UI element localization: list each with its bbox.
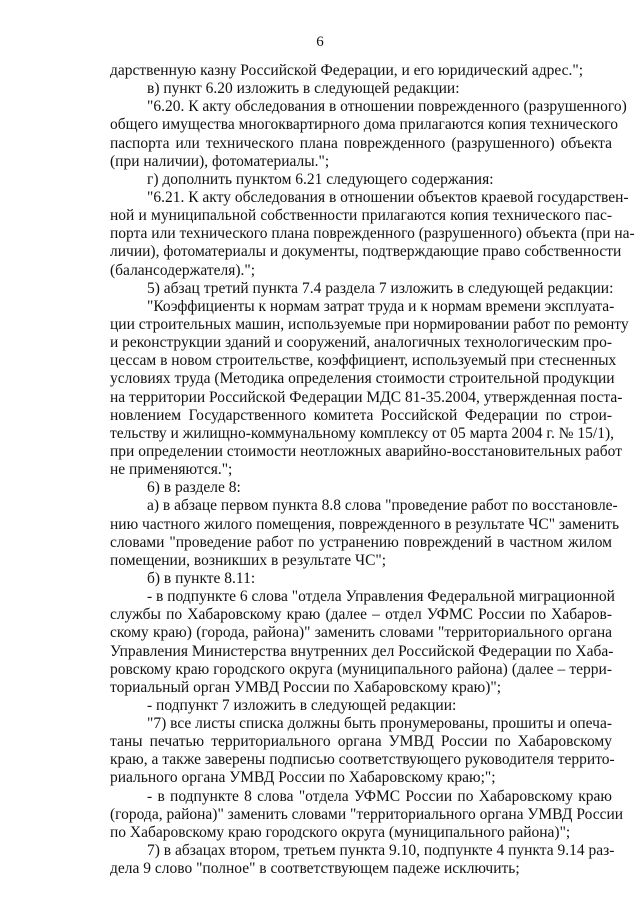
text-line: порта или технического плана поврежденного (разрушенного) объекта (при на-: [110, 225, 635, 243]
text-line: краю, а также заверены подписью соответствующего руководителя террито-: [110, 751, 615, 769]
text-line: таны печатью территориального органа УМВД России по Хабаровскому: [110, 733, 612, 751]
text-line: 7) в абзацах втором, третьем пункта 9.10, подпункте 4 пункта 9.14 раз-: [147, 842, 615, 860]
text-line: и реконструкции зданий и сооружений, аналогичных технологическим про-: [110, 334, 613, 352]
text-line: помещении, возникших в результате ЧС";: [110, 551, 387, 569]
text-line: а) в абзаце первом пункта 8.8 слова "проведение работ по восстановле-: [147, 497, 618, 515]
text-line: на территории Российской Федерации МДС 81-35.2004, утвержденная поста-: [110, 388, 623, 406]
text-line: - в подпункте 6 слова "отдела Управления Федеральной миграционной: [147, 588, 615, 606]
text-line: общего имущества многоквартирного дома прилагаются копия технического: [110, 116, 618, 134]
text-line: личии), фотоматериалы и документы, подтверждающие право собственности: [110, 243, 622, 261]
text-line: в) пункт 6.20 изложить в следующей редакции:: [147, 80, 460, 98]
text-line: по Хабаровскому краю городского округа (муниципального района)";: [110, 823, 571, 841]
text-line: Управления Министерства внутренних дел Российской Федерации по Хаба-: [110, 642, 614, 660]
text-line: условиях труда (Методика определения стоимости строительной продукции: [110, 370, 615, 388]
text-line: ции строительных машин, используемые при нормировании работ по ремонту: [110, 315, 629, 333]
text-line: паспорта или технического плана поврежденного (разрушенного) объекта: [110, 134, 612, 152]
text-line: (при наличии), фотоматериалы.";: [110, 152, 330, 170]
text-line: тельству и жилищно-коммунальному комплексу от 05 марта 2004 г. № 15/1),: [110, 424, 614, 442]
text-line: "Коэффициенты к нормам затрат труда и к нормам времени эксплуата-: [147, 297, 615, 315]
text-line: "6.21. К акту обследования в отношении объектов краевой государствен-: [147, 188, 629, 206]
text-line: (города, района)" заменить словами "территориального органа УМВД России: [110, 805, 624, 823]
text-line: нию частного жилого помещения, поврежденного в результате ЧС" заменить: [110, 515, 620, 533]
text-line: - в подпункте 8 слова "отдела УФМС России по Хабаровскому краю: [147, 787, 612, 805]
text-line: ториальный орган УМВД России по Хабаровскому краю)";: [110, 678, 502, 696]
page-number: 6: [316, 34, 324, 50]
text-line: службы по Хабаровскому краю (далее – отдел УФМС России по Хабаров-: [110, 606, 612, 624]
text-line: г) дополнить пунктом 6.21 следующего содержания:: [147, 170, 494, 188]
text-line: (балансодержателя).";: [110, 261, 256, 279]
text-line: не применяются.";: [110, 461, 233, 479]
document-body: [110, 62, 635, 878]
text-line: риального органа УМВД России по Хабаровскому краю;";: [110, 769, 496, 787]
text-line: при определении стоимости неотложных аварийно-восстановительных работ: [110, 442, 622, 460]
text-line: словами "проведение работ по устранению повреждений в частном жилом: [110, 533, 612, 551]
text-line: - подпункт 7 изложить в следующей редакции:: [147, 696, 457, 714]
text-line: новлением Государственного комитета Российской Федерации по строи-: [110, 406, 612, 424]
text-line: "7) все листы списка должны быть пронумерованы, прошиты и опеча-: [147, 715, 612, 733]
text-line: дарственную казну Российской Федерации, и его юридический адрес.";: [110, 62, 584, 79]
text-line: ровскому краю городского округа (муниципального района) (далее – терри-: [110, 660, 612, 678]
text-line: цессам в новом строительстве, коэффициент, используемый при стесненных: [110, 352, 617, 370]
text-line: скому краю) (города, района)" заменить словами "территориального органа: [110, 624, 612, 642]
text-line: 5) абзац третий пункта 7.4 раздела 7 изложить в следующей редакции:: [147, 279, 614, 297]
text-line: ной и муниципальной собственности прилагаются копия технического пас-: [110, 207, 612, 225]
text-line: "6.20. К акту обследования в отношении поврежденного (разрушенного): [147, 98, 627, 116]
text-line: дела 9 слово "полное" в соответствующем падеже исключить;: [110, 860, 520, 878]
text-line: 6) в разделе 8:: [147, 479, 241, 497]
text-line: б) в пункте 8.11:: [147, 569, 256, 587]
